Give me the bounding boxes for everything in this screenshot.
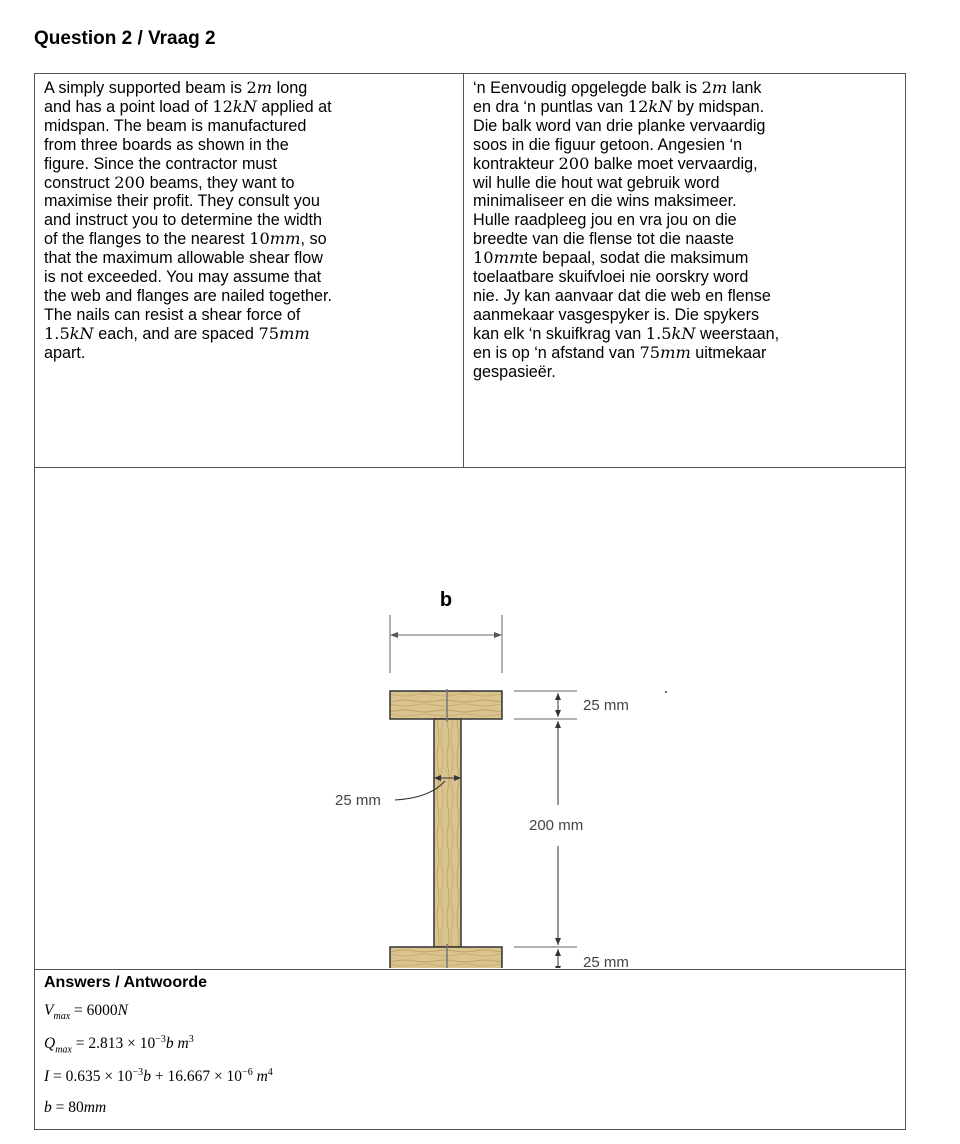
text-line: breedte van die flense tot die naaste <box>473 230 734 249</box>
answers-heading: Answers / Antwoorde <box>44 974 207 991</box>
arrow-left-icon <box>390 632 398 638</box>
text-line: nie. Jy kan aanvaar dat die web en flense <box>473 286 771 305</box>
web <box>434 719 461 947</box>
answer-flange-width: b = 80mm <box>44 1099 107 1116</box>
arrow-down-icon <box>555 938 561 945</box>
stray-dot <box>665 691 667 693</box>
arrow-up-icon <box>555 949 561 956</box>
bottom-flange-label: 25 mm <box>583 954 629 968</box>
text-line: apart. <box>44 343 86 362</box>
column-divider <box>463 74 464 467</box>
text-line: minimaliseer en die wins maksimeer. <box>473 192 737 211</box>
row-divider <box>35 969 905 970</box>
bottom-flange <box>390 947 502 968</box>
question-table <box>34 73 906 1130</box>
text-line: and has a point load of 12kN applied at <box>44 96 332 116</box>
text-line: soos in die figuur getoon. Angesien ‘n <box>473 135 743 154</box>
text-line: construct 200 beams, they want to <box>44 172 295 192</box>
text-line: en dra ‘n puntlas van 12kN by midspan. <box>473 96 765 116</box>
text-line: kan elk ‘n skuifkrag van 1.5kN weerstaan, <box>473 323 780 343</box>
text-line: the web and flanges are nailed together. <box>44 286 332 305</box>
text-line: 10mmte bepaal, sodat die maksimum <box>473 248 749 268</box>
web-height-label: 200 mm <box>529 817 584 834</box>
text-line: wil hulle die hout wat gebruik word <box>473 173 720 192</box>
text-line: aanmekaar vasgespyker is. Die spykers <box>473 305 760 324</box>
text-line: is not exceeded. You may assume that <box>44 268 322 287</box>
answer-moment-of-inertia: $I = 0.635 \times 10^{-3}b + 16.667 \times 10^{-6}$ $m^4$ <box>44 1067 273 1086</box>
text-line: Die balk word van drie planke vervaardig <box>473 116 766 135</box>
answer-shear-force: $V_{max} = 6000N$ <box>44 1002 128 1023</box>
text-line: toelaatbare skuifvloei nie oorskry word <box>473 268 749 287</box>
text-line: maximise their profit. They consult you <box>44 192 320 211</box>
text-line: figure. Since the contractor must <box>44 154 278 173</box>
text-line: and instruct you to determine the width <box>44 211 323 230</box>
text-line: kontrakteur 200 balke moet vervaardig, <box>473 153 758 173</box>
arrow-up-icon <box>555 693 561 700</box>
text-line: of the flanges to the nearest 10mm, so <box>44 229 327 249</box>
text-line: gespasieër. <box>473 362 556 381</box>
text-line: en is op ‘n afstand van 75mm uitmekaar <box>473 342 767 362</box>
text-line: from three boards as shown in the <box>44 135 289 154</box>
text-line: Hulle raadpleeg jou en vra jou on die <box>473 211 737 230</box>
answer-first-moment: $Q_{max} = 2.813 \times 10^{-3}b$ $m^3$ <box>44 1034 194 1056</box>
page-title: Question 2 / Vraag 2 <box>34 28 216 49</box>
top-flange-label: 25 mm <box>583 697 629 714</box>
text-line: that the maximum allowable shear flow <box>44 249 323 268</box>
text-line: A simply supported beam is 2m long <box>44 78 308 97</box>
width-label: b <box>439 589 453 611</box>
arrow-up-icon <box>555 721 561 728</box>
top-flange <box>390 691 502 719</box>
arrow-down-icon <box>555 966 561 968</box>
arrow-right-icon <box>494 632 502 638</box>
text-line: The nails can resist a shear force of <box>44 305 301 324</box>
text-line: midspan. The beam is manufactured <box>44 116 307 135</box>
text-line: ‘n Eenvoudig opgelegde balk is 2m lank <box>473 78 762 97</box>
text-line: 1.5kN each, and are spaced 75mm <box>44 323 310 343</box>
question-text-afrikaans <box>473 79 903 382</box>
i-beam-figure <box>35 468 907 968</box>
web-thickness-label: 25 mm <box>335 792 381 809</box>
arrow-down-icon <box>555 710 561 717</box>
question-text-english <box>44 79 456 363</box>
